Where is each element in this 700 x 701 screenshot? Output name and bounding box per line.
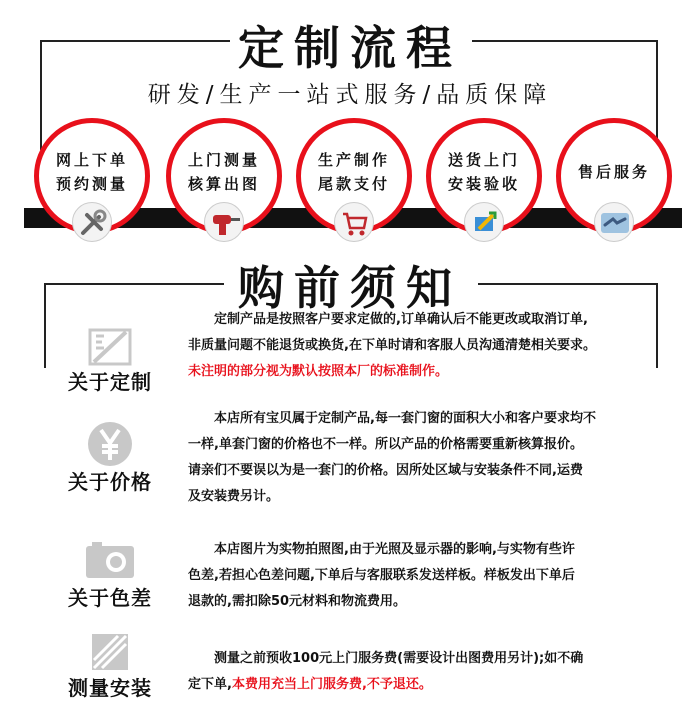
step-label-line2: 尾款支付 bbox=[317, 175, 390, 193]
drill-icon bbox=[204, 202, 244, 242]
section-text-custom bbox=[188, 307, 643, 385]
camera-icon bbox=[82, 536, 138, 588]
process-step bbox=[556, 118, 672, 240]
delivery-box-icon bbox=[464, 202, 504, 242]
text-line: 退款的,需扣除50元材料和物流费用。 bbox=[188, 594, 407, 609]
section-text-color bbox=[188, 537, 643, 615]
section-label-color: 关于色差 bbox=[68, 586, 152, 610]
notice-title: 购前须知 bbox=[238, 261, 462, 315]
process-step bbox=[426, 118, 542, 240]
highlight-line: 未注明的部分视为默认按照本厂的标准制作。 bbox=[188, 364, 449, 379]
shopping-cart-icon bbox=[334, 202, 374, 242]
step-label-line2: 预约测量 bbox=[55, 175, 128, 193]
yen-icon bbox=[82, 418, 138, 470]
page-title: 定制流程 bbox=[238, 21, 462, 75]
step-label-line1: 网上下单 bbox=[55, 151, 128, 169]
step-label-line1: 售后服务 bbox=[577, 163, 650, 181]
text-line: 测量之前预收100元上门服务费(需要设计出图费用另计);如不确 bbox=[214, 651, 584, 666]
step-label-line1: 送货上门 bbox=[447, 151, 520, 169]
text-line: 色差,若担心色差问题,下单后与客服联系发送样板。样板发出下单后 bbox=[188, 568, 575, 583]
highlight-text: 本费用充当上门服务费,不予退还。 bbox=[231, 677, 432, 692]
tools-icon bbox=[72, 202, 112, 242]
section-text-price bbox=[188, 406, 643, 510]
text-line: 本店图片为实物拍照图,由于光照及显示器的影响,与实物有些许 bbox=[214, 542, 575, 557]
text-line: 定制产品是按照客户要求定做的,订单确认后不能更改或取消订单, bbox=[214, 312, 588, 327]
section-label-price: 关于价格 bbox=[68, 470, 152, 494]
process-step bbox=[296, 118, 412, 240]
text-line: 及安装费另计。 bbox=[188, 489, 280, 504]
step-label-line1: 上门测量 bbox=[187, 151, 260, 169]
text-line: 本店所有宝贝属于定制产品,每一套门窗的面积大小和客户要求均不 bbox=[214, 411, 596, 426]
section-label-install: 测量安装 bbox=[68, 676, 152, 700]
text-line: 请亲们不要误以为是一套门的价格。因所处区域与安装条件不同,运费 bbox=[188, 463, 583, 478]
handshake-icon bbox=[594, 202, 634, 242]
section-label-custom: 关于定制 bbox=[68, 370, 152, 394]
page-subtitle: 研发/生产一站式服务/品质保障 bbox=[147, 82, 553, 108]
step-label-line1: 生产制作 bbox=[317, 151, 390, 169]
text-line: 定下单, bbox=[188, 677, 232, 692]
step-label-line2: 核算出图 bbox=[187, 175, 260, 193]
text-line: 一样,单套门窗的价格也不一样。所以产品的价格需要重新核算报价。 bbox=[188, 437, 583, 452]
text-line: 非质量问题不能退货或换货,在下单时请和客服人员沟通清楚相关要求。 bbox=[188, 338, 596, 353]
step-label-line2: 安装验收 bbox=[447, 175, 520, 193]
section-text-install bbox=[188, 646, 643, 698]
process-step bbox=[166, 118, 282, 240]
process-step bbox=[34, 118, 150, 240]
